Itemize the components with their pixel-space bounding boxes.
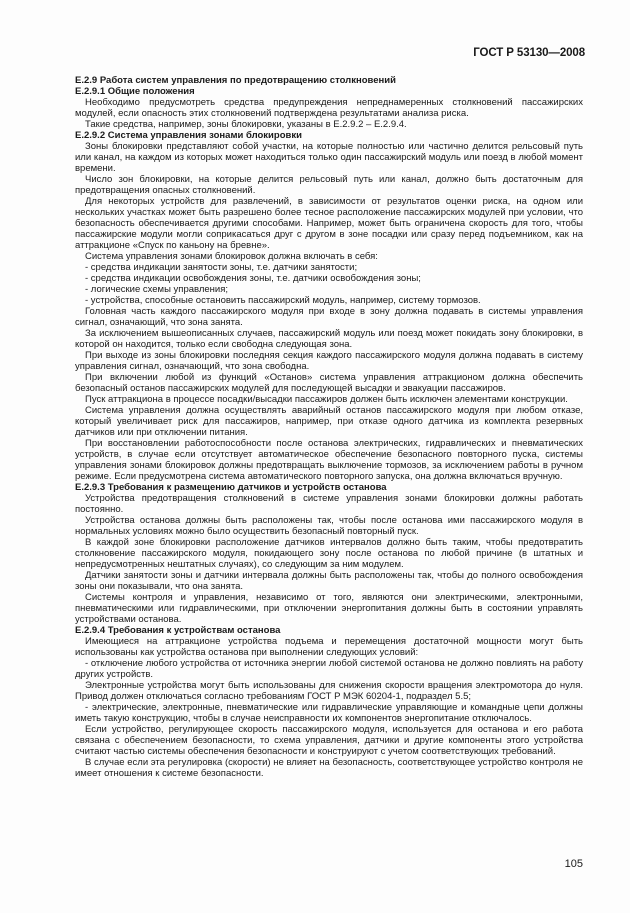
paragraph: В каждой зоне блокировки расположение датчиков интервалов должно быть таким, чтобы предотвратить столкновение пассажирского модуля, покидающего зону после останова по любой причине (в штатных и непредусмотренных нештатных случаях), со следующим за ним модулем.: [75, 537, 583, 570]
paragraph: Имеющиеся на аттракционе устройства подъема и перемещения достаточной мощности могут быть использованы как устройства останова при выполнении следующих условий:: [75, 636, 583, 658]
paragraph: - средства индикации занятости зоны, т.е. датчики занятости;: [85, 262, 358, 273]
section-heading: E.2.9.1 Общие положения: [75, 86, 195, 97]
paragraph: Датчики занятости зоны и датчики интервала должны быть расположены так, чтобы до полного освобождения зоны они показывали, что она занята.: [75, 570, 583, 592]
paragraph: - средства индикации освобождения зоны, т.е. датчики освобождения зоны;: [85, 273, 421, 284]
paragraph: Число зон блокировки, на которые делится рельсовый путь или канал, должно быть достаточным для предотвращения опасных столкновений.: [75, 174, 583, 196]
document-body: [75, 75, 583, 779]
paragraph: При включении любой из функций «Останов» система управления аттракционом должна обеспечить безопасный останов пассажирских модулей для последующей высадки и эвакуации пассажиров.: [75, 372, 583, 394]
paragraph: В случае если эта регулировка (скорости) не влияет на безопасность, соответствующее устройство контроля не имеет отношения к системе безопасности.: [75, 757, 583, 779]
paragraph: Для некоторых устройств для развлечений, в зависимости от результатов оценки риска, на одном или нескольких участках может быть разрешено более тесное расположение пассажирских модулей при условии, что безопасность обеспечивается другими способами. Например, может быть ограничена скорость для того, чтобы пассажирские модули могли соприкасаться друг с другом в зоне посадки или сразу перед подъемником, как на аттракционе «Спуск по каньону на бревне».: [75, 196, 583, 251]
paragraph: При восстановлении работоспособности после останова электрических, гидравлических и пневматических устройств, в случае если отсутствует автоматическое обеспечение безопасного повторного пуска, системы управления зонами блокировок должны предотвращать выключение тормозов, за исключением работы в ручном режиме. Если предусмотрена система автоматического повторного запуска, она должна включаться вручную.: [75, 438, 583, 482]
paragraph: Если устройство, регулирующее скорость пассажирского модуля, используется для останова и его работа связана с обеспечением безопасности, то схема управления, датчики и другие компоненты этого устройства считают частью системы обеспечения безопасности и конструируют с учетом соответствующих требований.: [75, 724, 583, 757]
standard-header: ГОСТ Р 53130—2008: [473, 47, 585, 59]
page-number: 105: [564, 858, 583, 870]
paragraph: Такие средства, например, зоны блокировки, указаны в E.2.9.2 – E.2.9.4.: [85, 119, 407, 130]
paragraph: Система управления зонами блокировок должна включать в себя:: [85, 251, 378, 262]
paragraph: Система управления должна осуществлять аварийный останов пассажирского модуля при любом отказе, который увеличивает риск для пассажиров, например, при отказе одного датчика из комплекта резервных датчиков или при отключении питания.: [75, 405, 583, 438]
section-heading: E.2.9.2 Система управления зонами блокировки: [75, 130, 302, 141]
paragraph: - устройства, способные остановить пассажирский модуль, например, систему тормозов.: [85, 295, 481, 306]
section-heading: E.2.9.4 Требования к устройствам останова: [75, 625, 281, 636]
paragraph: Устройства останова должны быть расположены так, чтобы после останова ими пассажирского модуля в нормальных условиях можно было осуществить безопасный повторный пуск.: [75, 515, 583, 537]
paragraph: Устройства предотвращения столкновений в системе управления зонами блокировки должны работать постоянно.: [75, 493, 583, 515]
paragraph: Электронные устройства могут быть использованы для снижения скорости вращения электромотора до нуля. Привод должен отключаться согласно требованиям ГОСТ Р МЭК 60204-1, подраздел 5.5;: [75, 680, 583, 702]
paragraph: Зоны блокировки представляют собой участки, на которые полностью или частично делится рельсовый путь или канал, на каждом из которых может находиться только один пассажирский модуль или поезд в любой момент времени.: [75, 141, 583, 174]
paragraph: Головная часть каждого пассажирского модуля при входе в зону должна подавать в системы управления сигнал, означающий, что зона занята.: [75, 306, 583, 328]
paragraph: - отключение любого устройства от источника энергии любой системой останова не должно повлиять на работу других устройств.: [75, 658, 583, 680]
paragraph: При выходе из зоны блокировки последняя секция каждого пассажирского модуля должна подавать в систему управления сигнал, означающий, что зона свободна.: [75, 350, 583, 372]
paragraph: Пуск аттракциона в процессе посадки/высадки пассажиров должен быть исключен элементами конструкции.: [85, 394, 568, 405]
section-heading: E.2.9 Работа систем управления по предотвращению столкновений: [75, 75, 396, 86]
paragraph: - логические схемы управления;: [85, 284, 229, 295]
paragraph: Системы контроля и управления, независимо от того, являются они электрическими, электронными, пневматическими или гидравлическими, при отключении энергопитания должны быть в состоянии управлять устройствами останова.: [75, 592, 583, 625]
paragraph: За исключением вышеописанных случаев, пассажирский модуль или поезд может покидать зону блокировки, в которой он находится, только если свободна следующая зона.: [75, 328, 583, 350]
section-heading: E.2.9.3 Требования к размещению датчиков и устройств останова: [75, 482, 387, 493]
paragraph: Необходимо предусмотреть средства предупреждения непреднамеренных столкновений пассажирских модулей, если опасность этих столкновений подтверждена результатами анализа риска.: [75, 97, 583, 119]
paragraph: - электрические, электронные, пневматические или гидравлические управляющие и командные цепи должны иметь такую конструкцию, чтобы в случае неисправности их компонентов энергопитание отключалось.: [75, 702, 583, 724]
